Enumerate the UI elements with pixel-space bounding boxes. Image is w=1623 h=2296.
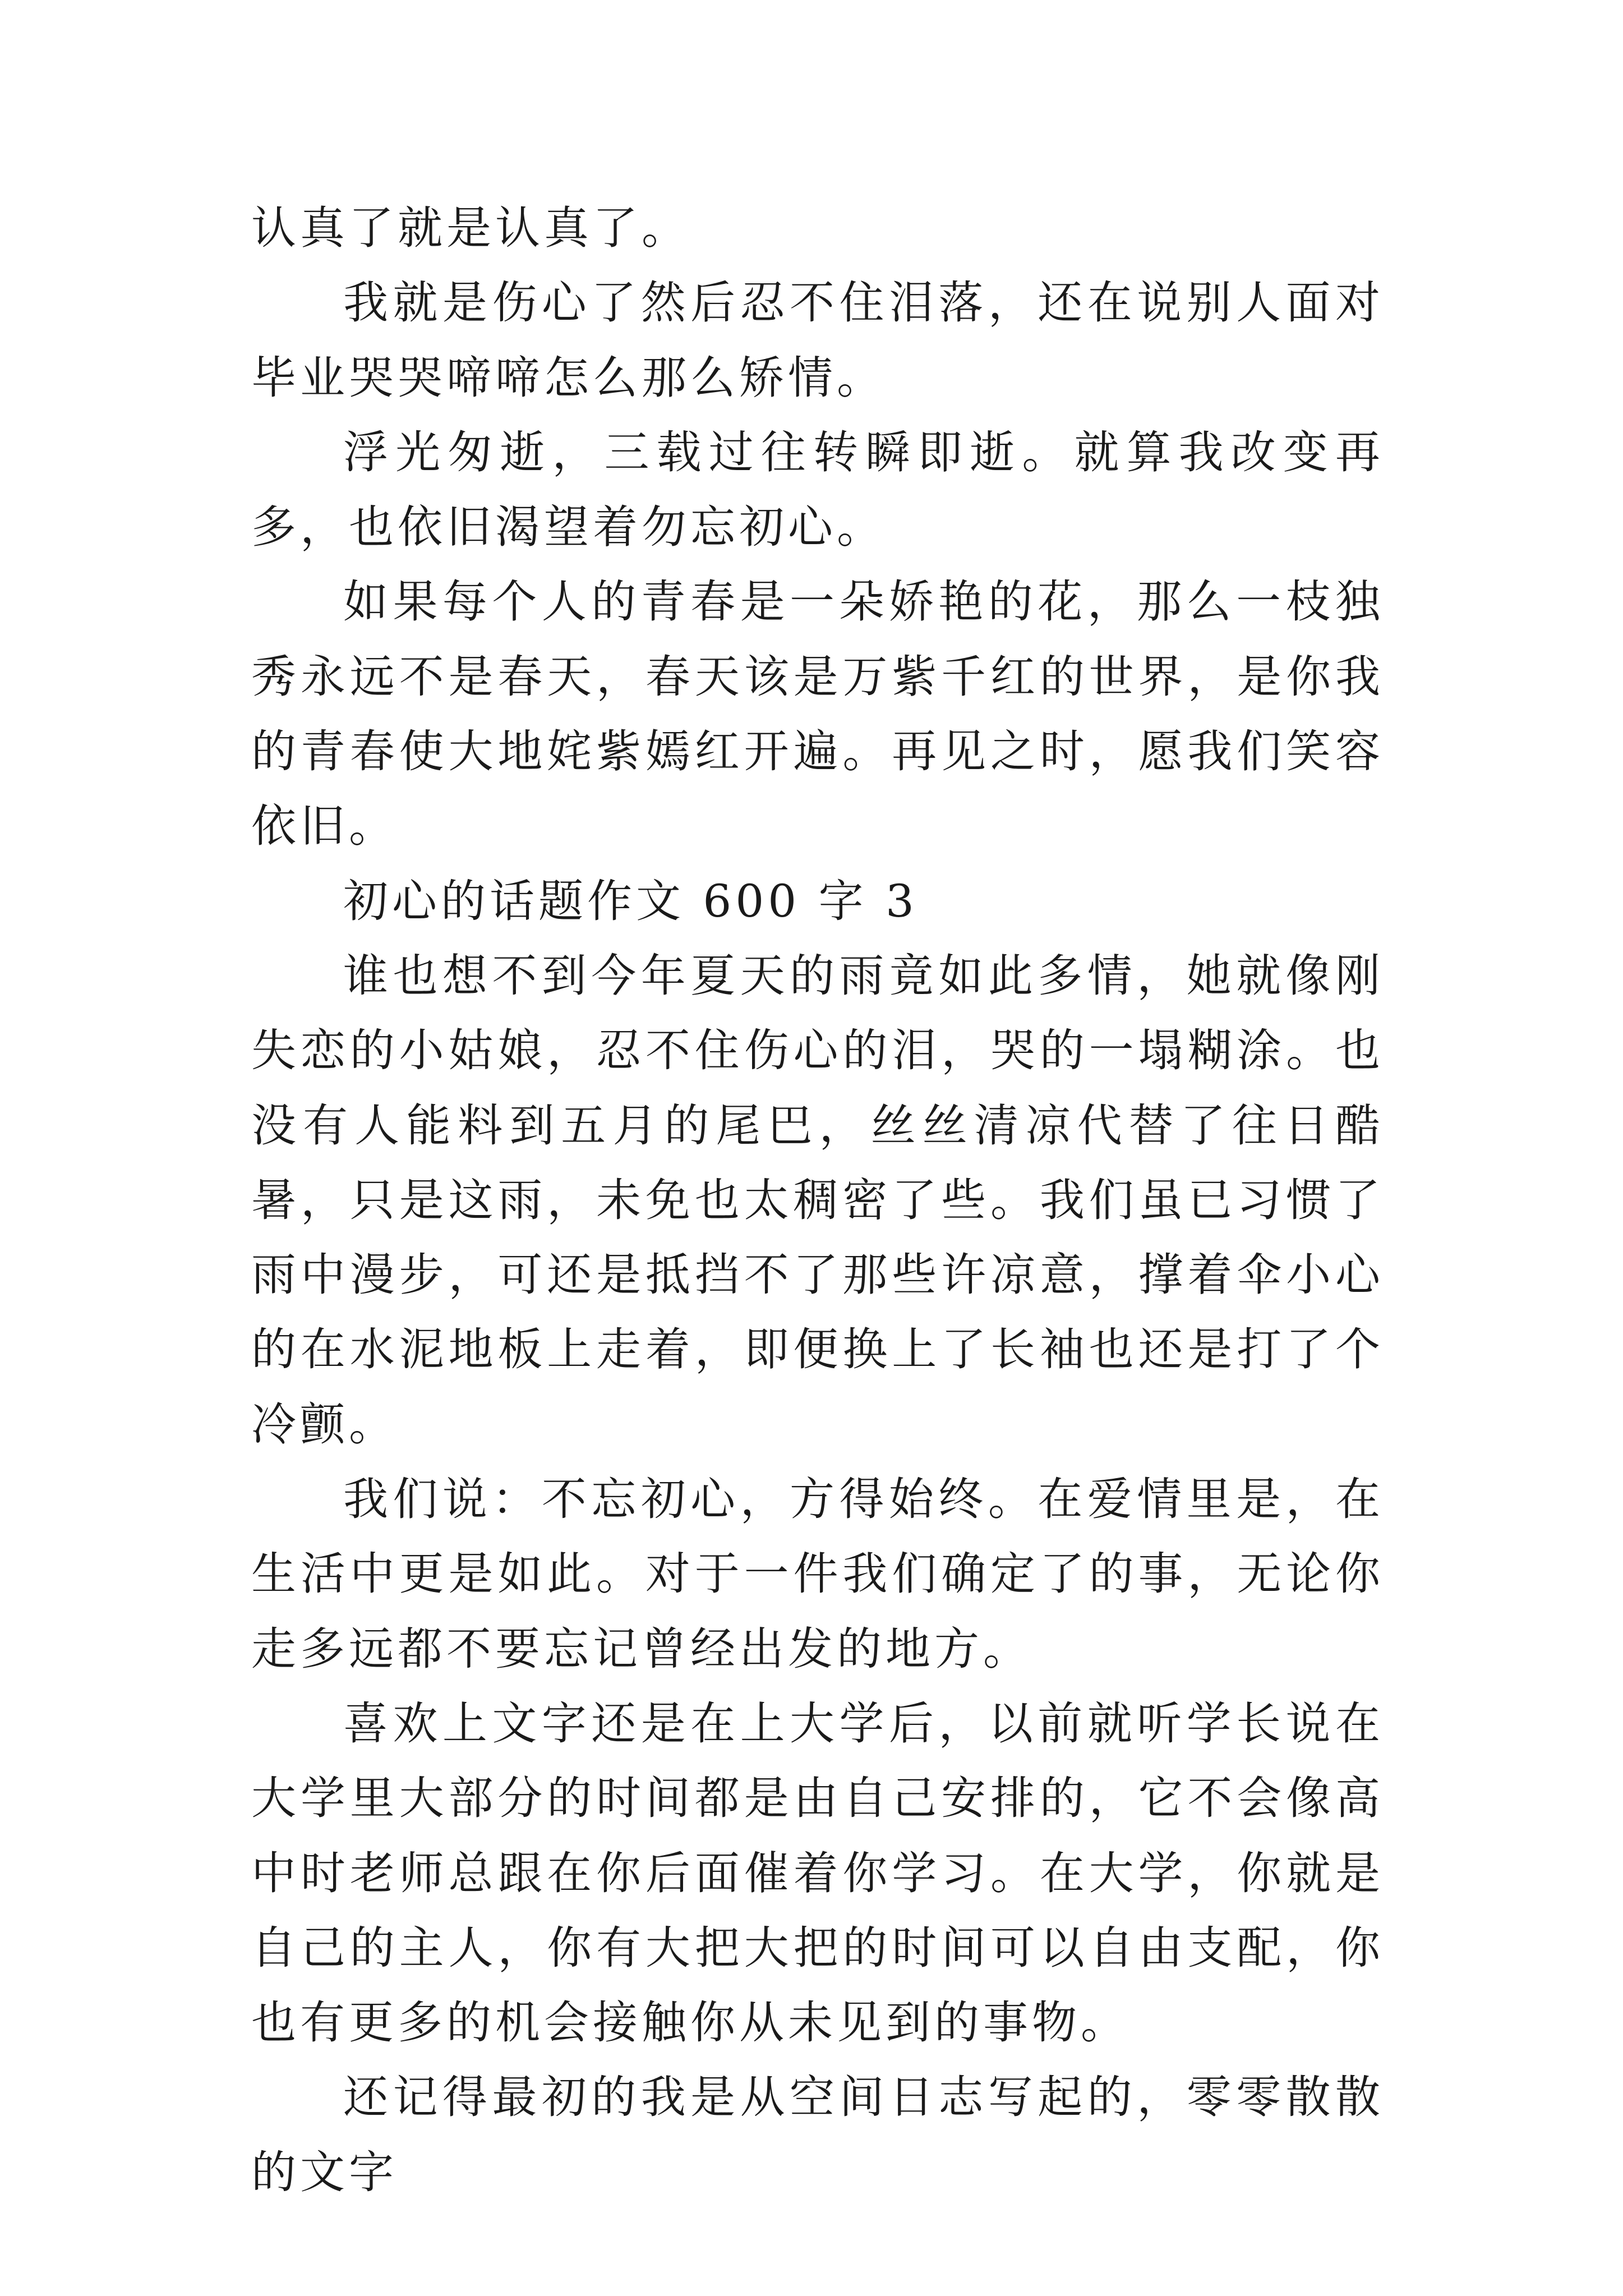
paragraph: 喜欢上文字还是在上大学后，以前就听学长说在大学里大部分的时间都是由自己安排的，它不会像高中时老师总跟在你后面催着你学习。在大学，你就是自己的主人，你有大把大把的时间可以自由支配，你也有更多的机会接触你从未见到的事物。 bbox=[251, 1697, 1384, 2049]
paragraph: 我们说：不忘初心，方得始终。在爱情里是，在生活中更是如此。对于一件我们确定了的事，无论你走多远都不要忘记曾经出发的地方。 bbox=[251, 1473, 1384, 1675]
paragraph: 如果每个人的青春是一朵娇艳的花，那么一枝独秀永远不是春天，春天该是万紫千红的世界，是你我的青春使大地姹紫嫣红开遍。再见之时，愿我们笑容依旧。 bbox=[251, 576, 1384, 853]
body-text bbox=[251, 191, 1384, 2210]
paragraph: 浮光匆逝，三载过往转瞬即逝。就算我改变再多，也依旧渴望着勿忘初心。 bbox=[251, 426, 1384, 554]
paragraph: 谁也想不到今年夏天的雨竟如此多情，她就像刚失恋的小姑娘，忍不住伤心的泪，哭的一塌糊涂。也没有人能料到五月的尾巴，丝丝清凉代替了往日酷暑，只是这雨，未免也太稠密了些。我们虽已习惯了雨中漫步，可还是抵挡不了那些许凉意，撑着伞小心的在水泥地板上走着，即便换上了长袖也还是打了个冷颤。 bbox=[251, 949, 1384, 1451]
paragraph: 我就是伤心了然后忍不住泪落，还在说别人面对毕业哭哭啼啼怎么那么矫情。 bbox=[251, 277, 1384, 404]
paragraph: 还记得最初的我是从空间日志写起的，零零散散的文字 bbox=[251, 2071, 1384, 2198]
paragraph: 认真了就是认真了。 bbox=[251, 202, 690, 254]
section-heading: 初心的话题作文 600 字 3 bbox=[343, 875, 918, 927]
